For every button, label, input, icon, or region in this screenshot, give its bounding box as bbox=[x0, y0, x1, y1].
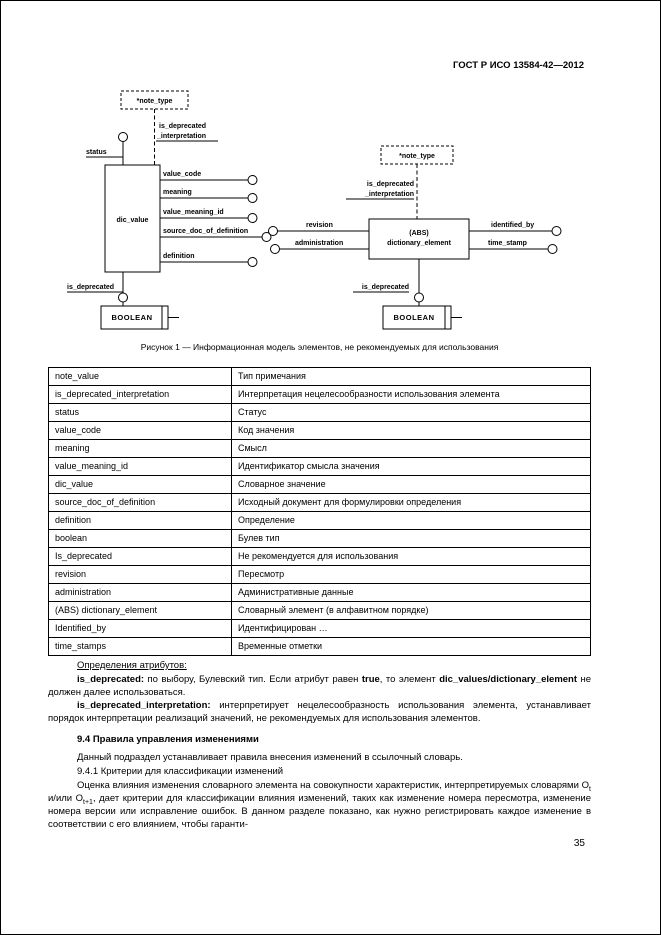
information-model-diagram bbox=[48, 86, 591, 344]
table-row bbox=[49, 638, 591, 656]
term-cell: status bbox=[49, 404, 232, 422]
table-row bbox=[49, 494, 591, 512]
status-label: status bbox=[86, 149, 107, 156]
page-number: 35 bbox=[573, 838, 585, 849]
note-type-label: *note_type bbox=[136, 98, 173, 105]
terms-table bbox=[48, 367, 591, 656]
definition-cell: Идентификатор смысла значения bbox=[232, 458, 591, 476]
dic-value-group bbox=[67, 91, 271, 329]
table-row bbox=[49, 386, 591, 404]
term-cell: boolean bbox=[49, 530, 232, 548]
definition-cell: Тип примечания bbox=[232, 368, 591, 386]
term-cell: dic_value bbox=[49, 476, 232, 494]
table-row bbox=[49, 512, 591, 530]
is-deprecated-label: is_deprecated bbox=[361, 284, 409, 291]
paragraph-9-4-1: Оценка влияния изменения словарного элемента на совокупности характеристик, интерпретируемых словарями $О_t$ и/или $О_{t+1}$, дает критерии для классификации влияния изменений, таких как изменение номера пересмотра, изменение номера версии или исправление ошибок. В данном разделе показано, как нужно регистрировать каждое изменение в соответствии с его влиянием, чтобы гаранти- bbox=[48, 780, 591, 830]
note-type-label: *note_type bbox=[399, 153, 435, 160]
definition-cell: Временные отметки bbox=[232, 638, 591, 656]
definition-cell: Словарный элемент (в алфавитном порядке) bbox=[232, 602, 591, 620]
value-code-label: value_code bbox=[163, 171, 202, 178]
heading-9-4: 9.4 Правила управления изменениями bbox=[77, 734, 259, 745]
definition-cell: Статус bbox=[232, 404, 591, 422]
table-row bbox=[49, 458, 591, 476]
table-row bbox=[49, 440, 591, 458]
attribute-circle bbox=[271, 245, 280, 254]
doc-header: ГОСТ Р ИСО 13584-42—2012 bbox=[453, 60, 584, 71]
definition-cell: Смысл bbox=[232, 440, 591, 458]
table-row bbox=[49, 548, 591, 566]
paragraph-is-deprecated-interpretation: is_deprecated_interpretation: интерпретирует нецелесообразность использования элемента, устанавливает порядок интерпретации реализаций значений, не рекомендуемых для использования элементов. bbox=[48, 700, 591, 724]
table-row bbox=[49, 530, 591, 548]
term-cell: value_code bbox=[49, 422, 232, 440]
administration-label: administration bbox=[295, 240, 344, 247]
term-cell: meaning bbox=[49, 440, 232, 458]
figure-caption: Рисунок 1 — Информационная модель элементов, не рекомендуемых для использования bbox=[140, 342, 499, 352]
definition-cell: Исходный документ для формулировки определения bbox=[232, 494, 591, 512]
entity-label-line1: (ABS) bbox=[409, 230, 429, 237]
attr-definitions-title: Определения атрибутов: bbox=[77, 660, 187, 671]
is-deprecated-circle bbox=[119, 293, 128, 302]
definition-cell: Не рекомендуется для использования bbox=[232, 548, 591, 566]
table-row bbox=[49, 404, 591, 422]
term-cell: time_stamps bbox=[49, 638, 232, 656]
boolean-label: BOOLEAN bbox=[393, 313, 435, 322]
term-cell: note_value bbox=[49, 368, 232, 386]
attribute-circle bbox=[552, 227, 561, 236]
definition-cell: Административные данные bbox=[232, 584, 591, 602]
table-row bbox=[49, 620, 591, 638]
attribute-circle bbox=[269, 227, 278, 236]
table-row bbox=[49, 602, 591, 620]
identified-by-label: identified_by bbox=[491, 222, 535, 229]
time-stamp-label: time_stamp bbox=[488, 240, 527, 247]
table-row bbox=[49, 566, 591, 584]
is-deprecated-label: is_deprecated bbox=[67, 284, 115, 291]
term-cell: revision bbox=[49, 566, 232, 584]
table-row bbox=[49, 422, 591, 440]
dictionary-element-entity-box bbox=[369, 219, 469, 259]
value-meaning-id-label: value_meaning_id bbox=[163, 209, 224, 216]
term-cell: source_doc_of_definition bbox=[49, 494, 232, 512]
status-attribute-circle bbox=[119, 133, 128, 142]
revision-label: revision bbox=[306, 222, 333, 229]
definition-cell: Словарное значение bbox=[232, 476, 591, 494]
term-cell: (ABS) dictionary_element bbox=[49, 602, 232, 620]
attribute-circle bbox=[248, 258, 257, 267]
table-row bbox=[49, 476, 591, 494]
definition-cell: Код значения bbox=[232, 422, 591, 440]
table-row bbox=[49, 584, 591, 602]
definition-cell: Булев тип bbox=[232, 530, 591, 548]
term-cell: value_meaning_id bbox=[49, 458, 232, 476]
is-deprecated-circle bbox=[415, 293, 424, 302]
attribute-circle bbox=[248, 214, 257, 223]
term-cell: is_deprecated_interpretation bbox=[49, 386, 232, 404]
meaning-label: meaning bbox=[163, 189, 192, 196]
body-text bbox=[48, 659, 591, 850]
term-cell: definition bbox=[49, 512, 232, 530]
interpretation-label-line1: is_deprecated bbox=[366, 181, 414, 188]
attribute-circle bbox=[248, 176, 257, 185]
paragraph-is-deprecated: is_deprecated: по выбору, Булевский тип. Если атрибут равен true, то элемент dic_values/dictionary_element не должен далее использоваться. bbox=[48, 674, 591, 698]
boolean-label: BOOLEAN bbox=[111, 313, 153, 322]
express-g-diagram bbox=[48, 86, 591, 344]
attribute-circle bbox=[548, 245, 557, 254]
definition-cell: Пересмотр bbox=[232, 566, 591, 584]
entity-label-line2: dictionary_element bbox=[387, 240, 451, 247]
interpretation-label-line1: is_deprecated bbox=[159, 123, 207, 130]
dictionary-element-group bbox=[269, 146, 562, 329]
attribute-circle bbox=[248, 194, 257, 203]
table-row bbox=[49, 368, 591, 386]
interpretation-label-line2: _interpretation bbox=[157, 133, 207, 140]
paragraph-9-4: Данный подраздел устанавливает правила внесения изменений в ссылочный словарь. bbox=[77, 752, 463, 763]
term-cell: administration bbox=[49, 584, 232, 602]
definition-label: definition bbox=[163, 253, 195, 260]
dic-value-entity-label: dic_value bbox=[116, 217, 149, 224]
source-doc-of-definition-label: source_doc_of_definition bbox=[163, 228, 249, 235]
definition-cell: Идентифицирован … bbox=[232, 620, 591, 638]
term-cell: Identified_by bbox=[49, 620, 232, 638]
interpretation-label-line2: _interpretation bbox=[364, 191, 414, 198]
term-cell: Is_deprecated bbox=[49, 548, 232, 566]
heading-9-4-1: 9.4.1 Критерии для классификации изменений bbox=[77, 766, 284, 777]
definition-cell: Определение bbox=[232, 512, 591, 530]
definition-cell: Интерпретация нецелесообразности использования элемента bbox=[232, 386, 591, 404]
